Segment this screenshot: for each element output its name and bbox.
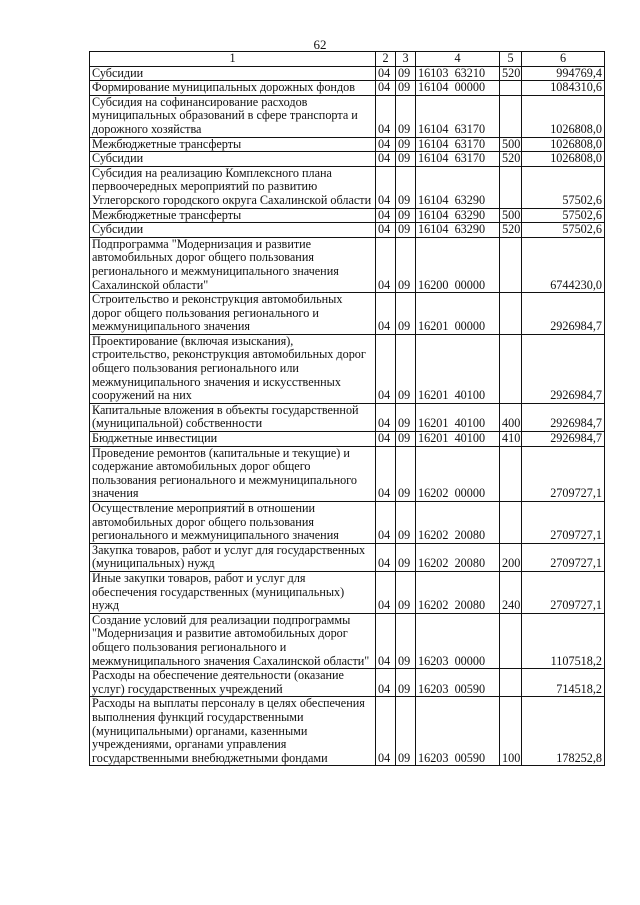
row-razdel-cell: 04 <box>376 223 396 238</box>
row-sum-cell: 2709727,1 <box>522 502 605 544</box>
row-vr-cell: 500 <box>500 137 522 152</box>
row-podrazdel-cell: 09 <box>396 166 416 208</box>
row-razdel-cell: 04 <box>376 208 396 223</box>
table-row <box>90 403 605 431</box>
table-row <box>90 152 605 167</box>
row-vr-cell: 240 <box>500 571 522 613</box>
table-row <box>90 208 605 223</box>
row-razdel-cell: 04 <box>376 669 396 697</box>
row-vr-cell <box>500 669 522 697</box>
row-name-cell: Проектирование (включая изыскания), строительство, реконструкция автомобильных дорог общего пользования регионального или межмуниципального значения и искусственных сооружений на них <box>90 334 376 403</box>
row-sum-cell: 2926984,7 <box>522 432 605 447</box>
row-csr-cell: 16201 40100 <box>416 432 500 447</box>
row-name-cell: Создание условий для реализации подпрограммы "Модернизация и развитие автомобильных дорог общего пользования регионального и межмуниципального значения Сахалинской области" <box>90 613 376 668</box>
row-csr-cell: 16103 63210 <box>416 66 500 81</box>
row-podrazdel-cell: 09 <box>396 152 416 167</box>
row-vr-cell <box>500 293 522 335</box>
table-row <box>90 166 605 208</box>
row-sum-cell: 2709727,1 <box>522 571 605 613</box>
col-header-podrazdel: 3 <box>396 52 416 67</box>
row-podrazdel-cell: 09 <box>396 334 416 403</box>
row-sum-cell: 1026808,0 <box>522 137 605 152</box>
row-csr-cell: 16201 40100 <box>416 334 500 403</box>
row-name-cell: Субсидии <box>90 152 376 167</box>
row-csr-cell: 16202 00000 <box>416 446 500 501</box>
row-sum-cell: 2926984,7 <box>522 293 605 335</box>
row-sum-cell: 1084310,6 <box>522 81 605 96</box>
row-sum-cell: 57502,6 <box>522 223 605 238</box>
row-csr-cell: 16203 00590 <box>416 697 500 766</box>
table-row <box>90 223 605 238</box>
row-vr-cell <box>500 613 522 668</box>
row-sum-cell: 6744230,0 <box>522 237 605 292</box>
row-podrazdel-cell: 09 <box>396 293 416 335</box>
table-row <box>90 446 605 501</box>
row-csr-cell: 16104 63170 <box>416 95 500 137</box>
row-sum-cell: 2709727,1 <box>522 543 605 571</box>
row-podrazdel-cell: 09 <box>396 208 416 223</box>
row-sum-cell: 1026808,0 <box>522 95 605 137</box>
row-name-cell: Межбюджетные трансферты <box>90 208 376 223</box>
row-vr-cell <box>500 166 522 208</box>
row-podrazdel-cell: 09 <box>396 237 416 292</box>
row-podrazdel-cell: 09 <box>396 613 416 668</box>
row-vr-cell: 100 <box>500 697 522 766</box>
row-razdel-cell: 04 <box>376 403 396 431</box>
row-razdel-cell: 04 <box>376 95 396 137</box>
table-row <box>90 697 605 766</box>
row-name-cell: Строительство и реконструкция автомобильных дорог общего пользования регионального и межмуниципального значения <box>90 293 376 335</box>
row-name-cell: Формирование муниципальных дорожных фондов <box>90 81 376 96</box>
col-header-sum: 6 <box>522 52 605 67</box>
row-vr-cell <box>500 334 522 403</box>
row-name-cell: Осуществление мероприятий в отношении автомобильных дорог общего пользования регионального и межмуниципального значения <box>90 502 376 544</box>
budget-table <box>89 51 605 766</box>
table-row <box>90 237 605 292</box>
row-podrazdel-cell: 09 <box>396 66 416 81</box>
row-vr-cell <box>500 502 522 544</box>
row-sum-cell: 1026808,0 <box>522 152 605 167</box>
row-csr-cell: 16203 00000 <box>416 613 500 668</box>
row-sum-cell: 57502,6 <box>522 166 605 208</box>
row-csr-cell: 16200 00000 <box>416 237 500 292</box>
row-csr-cell: 16203 00590 <box>416 669 500 697</box>
table-row <box>90 613 605 668</box>
row-podrazdel-cell: 09 <box>396 446 416 501</box>
row-podrazdel-cell: 09 <box>396 697 416 766</box>
row-csr-cell: 16202 20080 <box>416 502 500 544</box>
row-podrazdel-cell: 09 <box>396 137 416 152</box>
row-vr-cell <box>500 81 522 96</box>
page-number: 62 <box>313 37 327 52</box>
row-razdel-cell: 04 <box>376 697 396 766</box>
row-razdel-cell: 04 <box>376 446 396 501</box>
row-podrazdel-cell: 09 <box>396 571 416 613</box>
row-name-cell: Закупка товаров, работ и услуг для государственных (муниципальных) нужд <box>90 543 376 571</box>
row-csr-cell: 16201 40100 <box>416 403 500 431</box>
row-vr-cell: 520 <box>500 66 522 81</box>
col-header-razdel: 2 <box>376 52 396 67</box>
table-row <box>90 334 605 403</box>
row-razdel-cell: 04 <box>376 543 396 571</box>
row-razdel-cell: 04 <box>376 502 396 544</box>
row-name-cell: Расходы на обеспечение деятельности (оказание услуг) государственных учреждений <box>90 669 376 697</box>
row-name-cell: Субсидии <box>90 66 376 81</box>
row-sum-cell: 714518,2 <box>522 669 605 697</box>
table-row <box>90 81 605 96</box>
row-razdel-cell: 04 <box>376 166 396 208</box>
row-vr-cell: 410 <box>500 432 522 447</box>
row-razdel-cell: 04 <box>376 334 396 403</box>
row-csr-cell: 16104 63290 <box>416 166 500 208</box>
row-podrazdel-cell: 09 <box>396 223 416 238</box>
row-name-cell: Субсидии <box>90 223 376 238</box>
row-csr-cell: 16104 63170 <box>416 152 500 167</box>
row-podrazdel-cell: 09 <box>396 432 416 447</box>
table-row <box>90 66 605 81</box>
row-razdel-cell: 04 <box>376 613 396 668</box>
table-row <box>90 669 605 697</box>
row-csr-cell: 16202 20080 <box>416 543 500 571</box>
table-row <box>90 543 605 571</box>
row-vr-cell: 520 <box>500 223 522 238</box>
row-csr-cell: 16104 63170 <box>416 137 500 152</box>
row-sum-cell: 2926984,7 <box>522 403 605 431</box>
table-row <box>90 137 605 152</box>
row-csr-cell: 16202 20080 <box>416 571 500 613</box>
budget-table-body <box>90 52 605 766</box>
row-razdel-cell: 04 <box>376 152 396 167</box>
row-sum-cell: 57502,6 <box>522 208 605 223</box>
row-podrazdel-cell: 09 <box>396 403 416 431</box>
row-csr-cell: 16104 00000 <box>416 81 500 96</box>
table-row <box>90 432 605 447</box>
row-vr-cell: 200 <box>500 543 522 571</box>
row-name-cell: Бюджетные инвестиции <box>90 432 376 447</box>
row-name-cell: Иные закупки товаров, работ и услуг для обеспечения государственных (муниципальных) нужд <box>90 571 376 613</box>
row-csr-cell: 16201 00000 <box>416 293 500 335</box>
row-name-cell: Межбюджетные трансферты <box>90 137 376 152</box>
row-podrazdel-cell: 09 <box>396 502 416 544</box>
row-razdel-cell: 04 <box>376 137 396 152</box>
table-row <box>90 502 605 544</box>
row-name-cell: Проведение ремонтов (капитальные и текущие) и содержание автомобильных дорог общего пользования регионального и межмуниципального значения <box>90 446 376 501</box>
row-vr-cell: 500 <box>500 208 522 223</box>
row-name-cell: Субсидия на софинансирование расходов муниципальных образований в сфере транспорта и дорожного хозяйства <box>90 95 376 137</box>
row-razdel-cell: 04 <box>376 81 396 96</box>
col-header-name: 1 <box>90 52 376 67</box>
row-podrazdel-cell: 09 <box>396 81 416 96</box>
row-podrazdel-cell: 09 <box>396 669 416 697</box>
row-sum-cell: 178252,8 <box>522 697 605 766</box>
row-razdel-cell: 04 <box>376 66 396 81</box>
row-name-cell: Расходы на выплаты персоналу в целях обеспечения выполнения функций государственными (муниципальными) органами, казенными учреждениями, органами управления государственными внебюджетными фондами <box>90 697 376 766</box>
row-sum-cell: 994769,4 <box>522 66 605 81</box>
row-podrazdel-cell: 09 <box>396 543 416 571</box>
row-vr-cell: 400 <box>500 403 522 431</box>
table-row <box>90 95 605 137</box>
row-sum-cell: 2709727,1 <box>522 446 605 501</box>
row-csr-cell: 16104 63290 <box>416 208 500 223</box>
row-name-cell: Подпрограмма "Модернизация и развитие автомобильных дорог общего пользования регионального и межмуниципального значения Сахалинской области" <box>90 237 376 292</box>
row-podrazdel-cell: 09 <box>396 95 416 137</box>
row-vr-cell: 520 <box>500 152 522 167</box>
row-vr-cell <box>500 237 522 292</box>
col-header-vr: 5 <box>500 52 522 67</box>
row-sum-cell: 1107518,2 <box>522 613 605 668</box>
table-row <box>90 571 605 613</box>
row-vr-cell <box>500 446 522 501</box>
row-razdel-cell: 04 <box>376 293 396 335</box>
row-vr-cell <box>500 95 522 137</box>
table-header-row <box>90 52 605 67</box>
table-row <box>90 293 605 335</box>
row-name-cell: Капитальные вложения в объекты государственной (муниципальной) собственности <box>90 403 376 431</box>
row-razdel-cell: 04 <box>376 571 396 613</box>
row-razdel-cell: 04 <box>376 432 396 447</box>
row-sum-cell: 2926984,7 <box>522 334 605 403</box>
row-csr-cell: 16104 63290 <box>416 223 500 238</box>
row-name-cell: Субсидия на реализацию Комплексного плана первоочередных мероприятий по развитию Углегорского городского округа Сахалинской области <box>90 166 376 208</box>
row-razdel-cell: 04 <box>376 237 396 292</box>
col-header-csr: 4 <box>416 52 500 67</box>
